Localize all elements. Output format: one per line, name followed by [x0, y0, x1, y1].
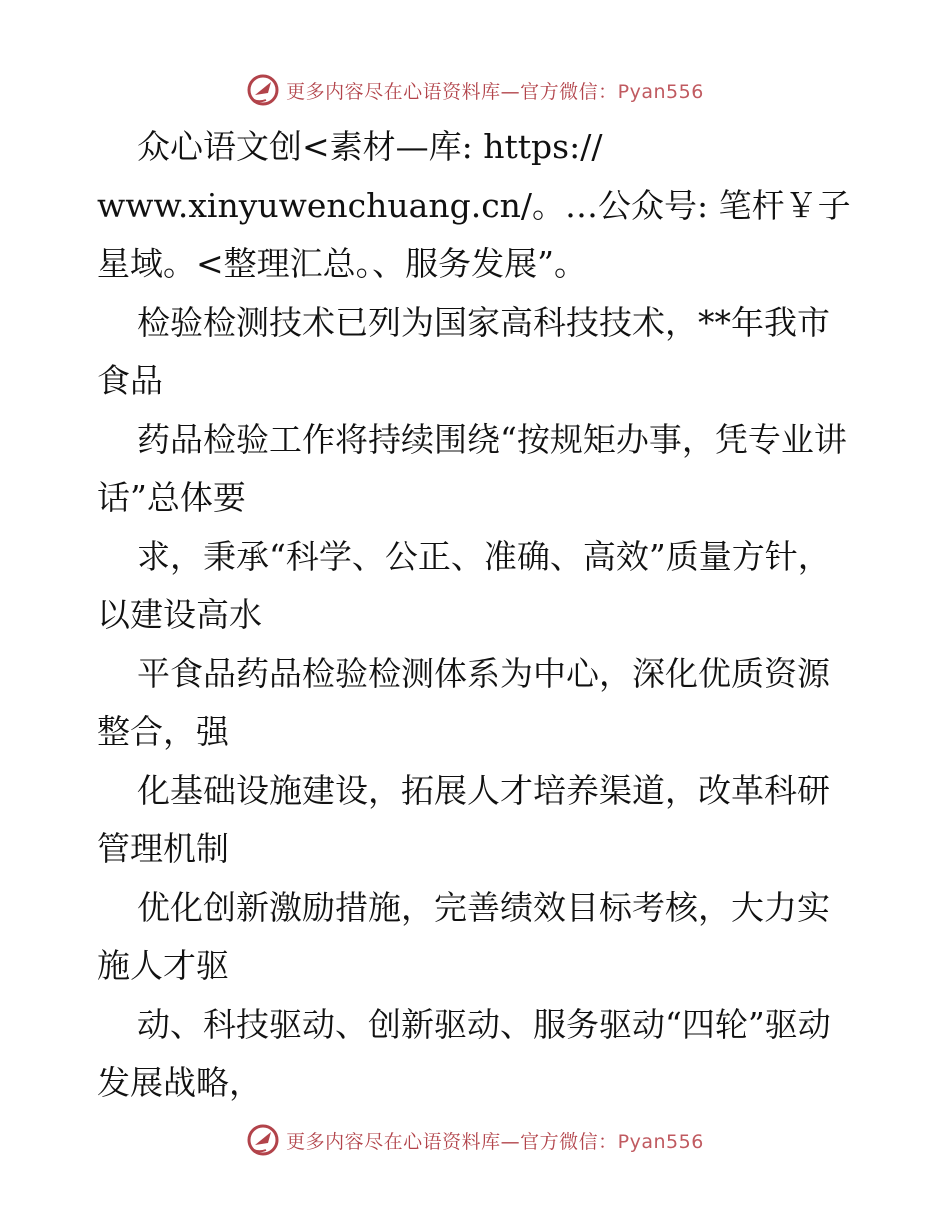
paragraph-3: 药品检验工作将持续围绕“按规矩办事，凭专业讲话”总体要: [97, 419, 847, 517]
paragraph-4: 求，秉承“科学、公正、准确、高效”质量方针，以建设高水: [97, 536, 831, 634]
header-banner: [0, 70, 950, 110]
footer-banner: [0, 1120, 950, 1160]
paragraph-5: 平食品药品检验检测体系为中心，深化优质资源整合，强: [97, 653, 830, 751]
document-body: [97, 118, 857, 1113]
header-banner-text: 更多内容尽在心语资料库—官方微信：: [286, 80, 618, 103]
brand-logo-icon: [246, 73, 280, 107]
footer-banner-account: Pyan556: [617, 1130, 704, 1153]
paragraph-2: 检验检测技术已列为国家高科技技术，**年我市食品: [97, 302, 830, 400]
paragraph-6: 化基础设施建设，拓展人才培养渠道，改革科研管理机制: [97, 770, 830, 868]
paragraph-1: 众心语文创<素材—库: https:// www.xinyuwenchuang.cn/。…公众号: 笔杆￥子星域。<整理汇总。、服务发展”。: [97, 127, 851, 283]
paragraph-8: 动、科技驱动、创新驱动、服务驱动“四轮”驱动发展战略，: [97, 1004, 831, 1102]
paragraph-7: 优化创新激励措施，完善绩效目标考核，大力实施人才驱: [97, 887, 830, 985]
header-banner-account: Pyan556: [617, 80, 704, 103]
footer-banner-text: 更多内容尽在心语资料库—官方微信：: [286, 1130, 618, 1153]
brand-logo-icon: [246, 1123, 280, 1157]
